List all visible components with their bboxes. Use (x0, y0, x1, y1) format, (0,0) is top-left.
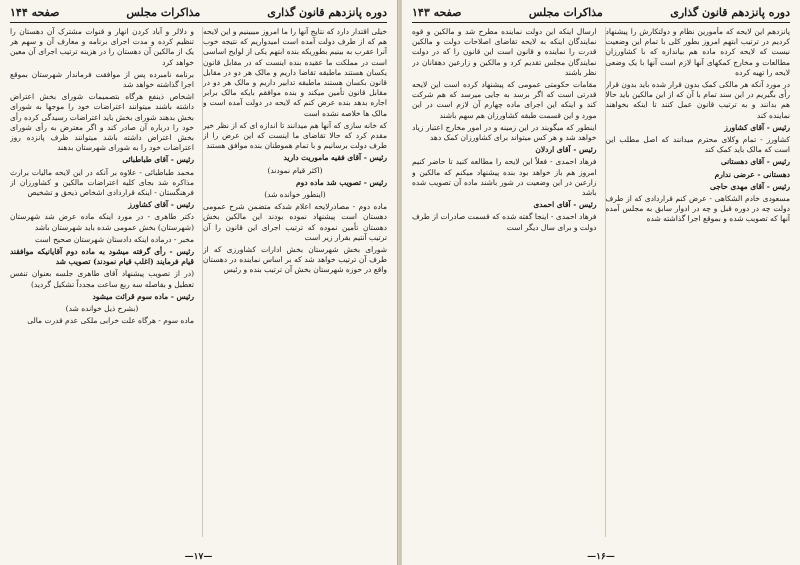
left-page-header (10, 6, 387, 23)
left-page-footer: —۱۷— (184, 552, 213, 562)
procedural-note: (اکثر قیام نمودند) (267, 165, 323, 175)
paragraph: و دلالر و آباد کردن انهار و قنوات مشترک آن دهستان را تنظیم کرده و مدت اجرای برنامه و معارف آن و سهم هر یک از مالکین آن دهستان را در هزینه ترتیب اجرای آن معین خواهد کرد (10, 27, 194, 67)
speaker-line: رئیس - ماده سوم قرائت میشود (92, 291, 194, 301)
procedural-note: (بشرح ذیل خوانده شد) (65, 304, 139, 314)
paragraph: فرهاد احمدی - فعلاً این لایحه را مطالعه کنید تا حاضر کنیم امروز هم باز خواهد بود بنده پیشنهاد میکنم که مالکین و زارعین در این وضعیت در شور باشند ماده آن تصویب شده باشد (412, 157, 597, 198)
speaker-line: دهستانی - عرضی ندارم (714, 169, 790, 179)
paragraph: ماده سوم - هرگاه علت خرابی ملکی عدم قدرت مالی (27, 316, 194, 326)
paragraph: ارسال اینکه این دولت نماینده مطرح شد و مالکین و قوه نمایندگان اینکه به لایحه تقاضای اصلاحات دولت و مالکین قدرت را نماینده و قانون است این قانون را که در دولت نمایندگان مجلس تقدیم کرد و مالکین و زارعین دهقانان در نظر باشند (412, 27, 597, 77)
paragraph: مقامات حکومتی عمومی که پیشنهاد کرده است این لایحه قدرتی است که اگر برسد به جایی میرسد که هم شرکت کند و اینکه این اجرای ماده چهارم آن لازم است در این مورد و این قسمت طبقه کشاورزان هم سهم باشند (412, 80, 597, 120)
speaker-line: رئیس - آقای اردلان (535, 145, 597, 155)
speaker-line: رئیس - آقای کشاورز (724, 122, 790, 132)
paragraph: اینطور که میگویند در این زمینه و در امور مخارج اعتبار زیاد خواهد شد و هر کس میتواند برای کشاورزان کمک دهد (412, 122, 597, 143)
left-page-columns (10, 27, 387, 537)
paragraph: مسعودی خادم الشکاهی - عرض کنم قراردادی که از طرف دولت چه در دوره قبل و چه در ادوار سابق به مجلس آمده آنها که تصویب شده و بموقع اجرا گذاشته شده (605, 194, 790, 224)
speaker-line: رئیس - آقای فقیه ماموریت دارید (283, 153, 387, 163)
paragraph: فرهاد احمدی - اینجا گفته شده که قسمت صادرات از طرف دولت و برای سال دیگر است (412, 212, 597, 232)
speaker-line: رئیس - آقای دهستانی (720, 157, 790, 167)
paragraph: اشخاص ذینفع هرگاه بتصمیمات شورای بخش اعتراض داشته باشند میتوانند اعتراضات خود را موجها به شورای بخش بدهند شورای بخش باید اعتراضات رسیدگی کرده رأی خود را درباره آن صادر کند و اگر معترض به رأی شورای بخش اعتراض داشته باشد میتوانند ظرف پانزده روز اعتراضات خود را به شورای شهرستان بدهند (10, 92, 194, 153)
paragraph: در مورد آنکه هر مالکی کمک بدون قرار شده باید بدون قرار رأی بگیریم در این سند تمام با آن که از این مالکین باید حالا هم بدانند و به ترتیب قانون عمل کنند تا اینکه بخواهند نماینده کند (605, 80, 790, 120)
paragraph: (در از تصویب پیشنهاد آقای طاهری جلسه بعنوان تنفس تعطیل و بفاصله سه ربع ساعت مجدداً تشکیل گردید) (10, 269, 194, 289)
left-header-session: دوره پانزدهم قانون گذاری (267, 6, 387, 19)
speaker-line: رئیس - آقای مهدی حاجی (709, 181, 790, 191)
speaker-line: رئیس - رأی گرفته میشود به ماده دوم آقایانیکه موافقند قیام فرمایند (اغلب قیام نمودند) تصویب شد (10, 247, 194, 267)
right-page-columns (412, 27, 790, 537)
right-page-footer: —۱۶— (587, 552, 615, 562)
right-page-header (412, 6, 790, 23)
right-column-left (412, 27, 597, 537)
paragraph: مخبر - درماده اینکه دادستان شهرستان صحیح است (35, 234, 194, 244)
paragraph: کشاورز - تمام وکلای محترم میدانند که اصل مطلب این است که مالک باید کمک کند (605, 135, 790, 155)
speaker-line: رئیس - تصویب شد ماده دوم (295, 177, 387, 187)
left-column-left (10, 27, 194, 537)
right-column-right (605, 27, 791, 537)
speaker-line: رئیس - آقای طباطبائی (122, 155, 194, 165)
procedural-note: (اینطور خوانده شد) (264, 190, 326, 200)
paragraph: خیلی اقتدار دارد که نتایج آنها را ما امروز میبینیم و این لایحه هم که از طرف دولت آمده است امیدواریم که نتیجه خوب آنرا عقرب به بینیم بطوریکه بنده ابتهم یکی از لوایح اساسی است در مملکت ما عقیده بنده اینست که در مقابل قانون یکسان هستند ماطبقه تقاضا داریم و مالک هر دو در مقابل قانون بکسان هستند ماطبقه تدابیر داریم و مالک هر دو در مقابل قانون تأمین میکند و بنده موافقم بایکه مالک برابر اجاره بدهد بنده عرض کنم که لایحه در دولت آمده است و مالک ها خلاصه نشده است (203, 27, 387, 118)
left-page (0, 0, 398, 565)
left-header-page-number: صفحه ۱۴۴ (10, 6, 60, 19)
right-header-page-number: صفحه ۱۴۳ (412, 6, 462, 19)
left-header-title: مذاکرات مجلس (126, 6, 201, 19)
right-page (402, 0, 800, 565)
paragraph: برنامه نامبرده پس از موافقت فرماندار شهرستان بموقع اجرا گذاشته خواهد شد (10, 69, 194, 90)
paragraph: شورای بخش شهرستان بخش ادارات کشاورزی که از طرف آن ترتیب خواهد شد که بر اساس نماینده در دهستان واقع در حوزه شهرستان بخش آن ترتیب بنده و رئیس (203, 245, 387, 275)
left-column-right (202, 27, 387, 537)
paragraph: ماده دوم - مصادرلایحه اعلام شدکه متضمن شرح عمومی دهستان است پیشنهاد نموده بودند این مالکین بخش دهستان تأمین نموده که ترتیب اجرای این قانون را آن ترتیب آنتیم بقرار زیر است (203, 202, 387, 242)
paragraph: که خانه سازی که آنها هم میدانند تا اندازه ای که از نظر خیر مقدم کرد که حالا تقاضای ما اینست که این عرض را از طرف دولت برسانیم و با تمام هموطنان بنده موافق هستند (203, 120, 387, 151)
right-header-session: دوره پانزدهم قانون گذاری (670, 6, 790, 19)
paragraph: دکتر طاهری - در مورد اینکه ماده عرض شد شهرستان (شهرستان) بخش عمومی شده باید شهرستان باشد (10, 212, 194, 232)
speaker-line: رئیس - آقای احمدی (533, 200, 597, 210)
speaker-line: رئیس - آقای کشاورز (128, 200, 194, 210)
paragraph: پانزدهم این لایحه که مأمورین نظام و دولتکارش را پیشنهاد کردیم در ترتیب ابتهم امروز بطور کلی با تمام این وضعیت نیست که لایحه کرده ماده هم بیاندازه که با کشاورزان مطالعات و مخارج کمکهای آنها لازم است آنها با یک وضعی لایحه را تهیه کرده (605, 27, 790, 77)
right-header-title: مذاکرات مجلس (528, 6, 603, 19)
paragraph: محمد طباطبائی - علاوه بر آنکه در این لایحه مالیات برارث مذاکره شد بجای کلیه اعتراضات مالکین و کشاورزان از فرهنگستان - اینکه قراردادی اشخاص ذیحق و تشخیص (10, 167, 194, 198)
